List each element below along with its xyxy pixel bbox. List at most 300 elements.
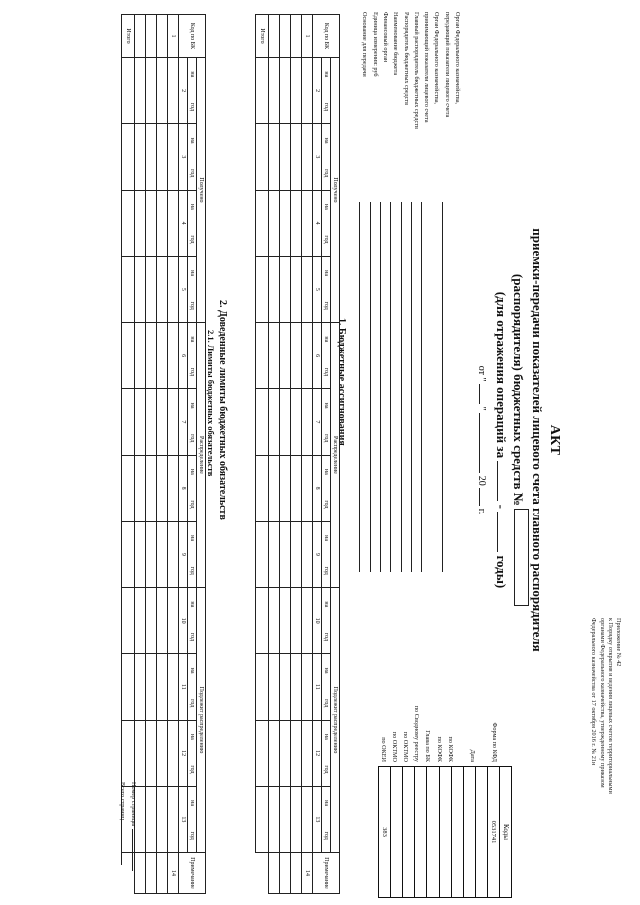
value-cell[interactable] — [291, 124, 302, 190]
na-label: на — [188, 521, 197, 554]
column-number: 5 — [313, 256, 322, 322]
code-label: по КОФК — [435, 736, 443, 762]
value-cell[interactable] — [168, 588, 179, 654]
value-cell[interactable] — [280, 521, 291, 587]
code-value-cell[interactable] — [390, 767, 402, 897]
god-label: год — [322, 223, 331, 256]
column-number: 13 — [179, 786, 188, 852]
total-value-cell[interactable] — [256, 323, 269, 389]
kbk-cell[interactable] — [269, 15, 280, 58]
date-year-suffix: г. — [476, 508, 487, 515]
column-number: 11 — [313, 654, 322, 720]
title-line — [510, 180, 529, 700]
value-cell[interactable] — [302, 190, 313, 256]
value-cell[interactable] — [146, 588, 157, 654]
document-title — [476, 180, 562, 700]
kbk-cell[interactable] — [291, 15, 302, 58]
value-cell[interactable] — [135, 58, 146, 124]
value-cell[interactable] — [291, 58, 302, 124]
value-cell[interactable] — [269, 720, 280, 786]
god-label: год — [322, 422, 331, 455]
column-number: 5 — [179, 256, 188, 322]
received-header: Получено — [331, 58, 340, 323]
distribution-header: Распределение — [197, 323, 206, 588]
field-row — [431, 12, 441, 129]
table-row — [280, 15, 291, 894]
total-value-cell[interactable] — [122, 521, 135, 587]
title-years-label: годы) — [494, 555, 509, 589]
value-cell[interactable] — [280, 786, 291, 852]
section1-title: 1. Бюджетные ассигнования — [336, 318, 347, 446]
value-cell[interactable] — [302, 323, 313, 389]
code-value-cell[interactable]: 383 — [381, 827, 389, 837]
value-cell[interactable] — [280, 720, 291, 786]
value-cell[interactable] — [302, 389, 313, 455]
value-cell[interactable] — [168, 58, 179, 124]
value-cell[interactable] — [269, 654, 280, 720]
value-cell[interactable] — [168, 124, 179, 190]
field-input-line[interactable] — [370, 202, 371, 572]
value-cell[interactable] — [146, 455, 157, 521]
note-header: Примечание — [179, 853, 206, 894]
value-cell[interactable] — [146, 654, 157, 720]
date-month-field[interactable] — [479, 413, 491, 473]
date-year-field[interactable] — [479, 488, 491, 506]
value-cell[interactable] — [157, 521, 168, 587]
column-number: 6 — [313, 323, 322, 389]
value-cell[interactable] — [157, 786, 168, 852]
column-number: 4 — [179, 190, 188, 256]
na-label: на — [322, 786, 331, 819]
na-label: на — [322, 521, 331, 554]
value-cell[interactable] — [146, 124, 157, 190]
value-cell[interactable] — [302, 786, 313, 852]
column-number: 2 — [313, 58, 322, 124]
code-label: по ОКЕИ — [380, 737, 388, 762]
god-label: год — [322, 819, 331, 852]
na-label: на — [322, 256, 331, 289]
value-cell[interactable] — [135, 190, 146, 256]
na-label: на — [322, 124, 331, 157]
total-value-cell[interactable] — [256, 58, 269, 124]
value-cell[interactable] — [302, 455, 313, 521]
na-label: на — [188, 58, 197, 91]
value-cell[interactable] — [146, 190, 157, 256]
value-cell[interactable] — [291, 654, 302, 720]
field-input-line[interactable] — [390, 202, 391, 572]
field-label: Основание для передачи — [361, 12, 369, 77]
value-cell[interactable] — [146, 58, 157, 124]
column-number: 7 — [179, 389, 188, 455]
value-cell[interactable] — [302, 256, 313, 322]
total-value-cell[interactable] — [256, 455, 269, 521]
value-cell[interactable] — [302, 588, 313, 654]
total-value-cell[interactable] — [256, 389, 269, 455]
table-row — [157, 15, 168, 894]
value-cell[interactable] — [168, 720, 179, 786]
value-cell[interactable] — [280, 256, 291, 322]
god-label: год — [188, 289, 197, 322]
code-label: по ОКТМО — [391, 731, 399, 762]
value-cell[interactable] — [269, 389, 280, 455]
kbk-cell[interactable] — [146, 15, 157, 58]
god-label: год — [188, 488, 197, 521]
value-cell[interactable] — [146, 720, 157, 786]
total-value-cell[interactable] — [122, 389, 135, 455]
value-cell[interactable] — [146, 389, 157, 455]
value-cell[interactable] — [291, 588, 302, 654]
field-input-line[interactable] — [421, 202, 422, 572]
column-number: 11 — [179, 654, 188, 720]
value-cell[interactable] — [291, 256, 302, 322]
total-label: Итого — [256, 15, 269, 58]
code-labels — [378, 634, 500, 762]
god-label: год — [322, 621, 331, 654]
na-label: на — [322, 58, 331, 91]
field-row — [441, 12, 451, 129]
field-input-line[interactable] — [401, 202, 402, 572]
code-value-cell[interactable] — [414, 767, 426, 897]
value-cell[interactable] — [157, 720, 168, 786]
value-cell[interactable] — [146, 521, 157, 587]
table-row — [302, 15, 313, 894]
value-cell[interactable] — [291, 190, 302, 256]
code-label: по КОФК — [446, 736, 454, 762]
distribution-header: Распределение — [331, 323, 340, 588]
total-value-cell[interactable] — [122, 190, 135, 256]
page-number-field[interactable] — [132, 829, 140, 871]
note-cell[interactable] — [146, 853, 157, 894]
na-label: на — [188, 256, 197, 289]
value-cell[interactable] — [280, 190, 291, 256]
table-row — [168, 15, 179, 894]
value-cell[interactable] — [135, 521, 146, 587]
header-row — [197, 15, 206, 894]
kbk-cell[interactable] — [157, 15, 168, 58]
value-cell[interactable] — [168, 256, 179, 322]
god-label: год — [188, 819, 197, 852]
column-number: 13 — [313, 786, 322, 852]
field-row — [452, 12, 462, 129]
field-input-line[interactable] — [411, 202, 412, 572]
value-cell[interactable] — [135, 455, 146, 521]
value-cell[interactable] — [269, 786, 280, 852]
column-number: 10 — [313, 588, 322, 654]
value-cell[interactable] — [291, 720, 302, 786]
field-input-line[interactable] — [359, 202, 360, 572]
received-header: Получено — [197, 58, 206, 323]
value-cell[interactable] — [168, 190, 179, 256]
kbk-header: Код по БК — [179, 15, 206, 58]
value-cell[interactable] — [291, 521, 302, 587]
na-label: на — [322, 455, 331, 488]
value-cell[interactable] — [146, 256, 157, 322]
value-cell[interactable] — [135, 323, 146, 389]
value-cell[interactable] — [157, 190, 168, 256]
value-cell[interactable] — [146, 786, 157, 852]
field-input-line[interactable] — [380, 202, 381, 572]
code-value-cell[interactable] — [451, 767, 463, 897]
total-pages-field[interactable] — [121, 823, 129, 865]
note-cell[interactable] — [269, 853, 280, 894]
value-cell[interactable] — [157, 455, 168, 521]
field-row — [359, 12, 369, 129]
na-label: на — [188, 323, 197, 356]
kbk-cell[interactable] — [135, 15, 146, 58]
total-row — [256, 15, 269, 894]
code-label: Форма по КФД — [491, 722, 498, 762]
god-label: год — [188, 753, 197, 786]
field-label: Распорядитель бюджетных средств — [402, 12, 410, 106]
kbk-cell[interactable] — [280, 15, 291, 58]
date-day-field[interactable] — [479, 384, 491, 404]
total-value-cell[interactable] — [256, 124, 269, 190]
total-row — [122, 15, 135, 894]
value-cell[interactable] — [157, 256, 168, 322]
to-distribute-header: Подлежит распределению — [331, 588, 340, 853]
total-value-cell[interactable] — [256, 654, 269, 720]
value-cell[interactable] — [269, 256, 280, 322]
note-cell: 14 — [302, 853, 313, 894]
god-label: год — [188, 157, 197, 190]
total-value-cell[interactable] — [122, 323, 135, 389]
value-cell[interactable] — [269, 521, 280, 587]
page-number-label: Номер страницы — [130, 782, 137, 827]
value-cell[interactable] — [280, 654, 291, 720]
god-label: год — [322, 687, 331, 720]
value-cell[interactable] — [135, 654, 146, 720]
value-cell[interactable] — [302, 720, 313, 786]
table-row — [269, 15, 280, 894]
na-label: на — [188, 588, 197, 621]
kbk-cell: 1 — [302, 15, 313, 58]
budget-limits-table — [121, 14, 206, 894]
god-label: год — [322, 554, 331, 587]
value-cell[interactable] — [291, 323, 302, 389]
appendix-line: Федерального казначейства от 17 октября 2016 г. № 21н — [590, 618, 598, 766]
total-spacer — [256, 853, 269, 894]
total-value-cell[interactable] — [122, 124, 135, 190]
total-value-cell[interactable] — [256, 588, 269, 654]
god-label: год — [322, 488, 331, 521]
na-label: на — [322, 654, 331, 687]
value-cell[interactable] — [168, 654, 179, 720]
column-number: 2 — [179, 58, 188, 124]
column-number: 9 — [313, 521, 322, 587]
god-label: год — [322, 289, 331, 322]
na-label: на — [188, 124, 197, 157]
value-cell[interactable] — [302, 521, 313, 587]
value-cell[interactable] — [168, 521, 179, 587]
title-period-label: (для отражения операций за — [494, 291, 509, 459]
code-label: по ОКТМО — [402, 731, 410, 762]
field-label: Орган Федерального казначейства, — [454, 12, 461, 105]
value-cell[interactable] — [168, 389, 179, 455]
value-cell[interactable] — [157, 58, 168, 124]
value-cell[interactable] — [157, 389, 168, 455]
header-row — [331, 15, 340, 894]
field-label: Главный распорядитель бюджетных средств — [412, 12, 420, 129]
total-value-cell[interactable] — [122, 256, 135, 322]
appendix-line: к Порядку открытия и ведения лицевых счетов территориальными — [606, 618, 614, 794]
appendix-line: органами Федерального казначейства, утвержденному приказом — [598, 618, 606, 788]
total-value-cell[interactable] — [122, 588, 135, 654]
na-label: на — [322, 389, 331, 422]
god-label: год — [188, 554, 197, 587]
table-row — [146, 15, 157, 894]
value-cell[interactable] — [269, 190, 280, 256]
column-number: 8 — [313, 455, 322, 521]
value-cell[interactable] — [302, 654, 313, 720]
value-cell[interactable] — [157, 124, 168, 190]
note-cell: 14 — [168, 853, 179, 894]
na-label: на — [188, 389, 197, 422]
value-cell[interactable] — [157, 588, 168, 654]
value-cell[interactable] — [269, 323, 280, 389]
total-value-cell[interactable] — [256, 521, 269, 587]
field-label: Орган Федерального казначейства, — [433, 12, 441, 105]
value-cell[interactable] — [291, 786, 302, 852]
value-cell[interactable] — [280, 588, 291, 654]
column-number: 12 — [313, 720, 322, 786]
god-label: год — [188, 91, 197, 124]
code-value-cell[interactable] — [475, 767, 487, 897]
value-cell[interactable] — [135, 389, 146, 455]
section2-subtitle: 2.1. Лимиты бюджетных обязательств — [206, 330, 216, 477]
value-cell[interactable] — [135, 720, 146, 786]
column-number: 7 — [313, 389, 322, 455]
na-label: на — [188, 786, 197, 819]
appendix-line: Приложение № 42 — [615, 618, 622, 667]
total-value-cell[interactable] — [256, 256, 269, 322]
value-cell[interactable] — [291, 389, 302, 455]
kbk-cell: 1 — [168, 15, 179, 58]
code-label: по Сводному реестру — [413, 705, 421, 762]
kbk-header: Код по БК — [313, 15, 340, 58]
god-label: год — [188, 223, 197, 256]
value-cell[interactable] — [157, 323, 168, 389]
code-value-cell[interactable] — [463, 767, 475, 897]
column-number-row — [313, 15, 322, 894]
header-row — [322, 15, 331, 894]
na-label: на — [322, 190, 331, 223]
total-value-cell[interactable] — [122, 58, 135, 124]
total-value-cell[interactable] — [122, 654, 135, 720]
value-cell[interactable] — [280, 124, 291, 190]
code-label: Дата — [468, 749, 476, 762]
field-row — [369, 12, 379, 129]
field-row — [421, 12, 431, 129]
column-number: 12 — [179, 720, 188, 786]
total-value-cell[interactable] — [122, 720, 135, 786]
value-cell[interactable] — [269, 455, 280, 521]
value-cell[interactable] — [269, 588, 280, 654]
total-value-cell[interactable] — [256, 786, 269, 852]
period-start-field[interactable] — [497, 461, 509, 501]
column-number: 8 — [179, 455, 188, 521]
column-number: 6 — [179, 323, 188, 389]
total-label: Итого — [122, 15, 135, 58]
section2-title: 2. Доведенные лимиты бюджетных обязательств — [217, 300, 228, 520]
na-label: на — [188, 455, 197, 488]
field-row — [411, 12, 421, 129]
total-value-cell[interactable] — [122, 455, 135, 521]
account-number-field[interactable] — [514, 509, 529, 606]
title-account-label: (распорядителя) бюджетных средств № — [511, 273, 526, 506]
field-input-line[interactable] — [442, 202, 443, 572]
codes-header: Коды — [499, 767, 511, 897]
value-cell[interactable] — [146, 323, 157, 389]
column-number-row — [179, 15, 188, 894]
code-value-cell[interactable] — [426, 767, 438, 897]
value-cell[interactable] — [135, 588, 146, 654]
field-label: Наименование бюджета — [392, 12, 400, 76]
total-pages-label: Всего страниц — [119, 782, 126, 821]
value-cell[interactable] — [280, 389, 291, 455]
total-value-cell[interactable] — [256, 720, 269, 786]
date-quote-open: от " — [476, 365, 487, 382]
value-cell[interactable] — [280, 58, 291, 124]
value-cell[interactable] — [291, 455, 302, 521]
code-value-cell[interactable]: 0531741 — [487, 767, 499, 897]
note-cell[interactable] — [280, 853, 291, 894]
value-cell[interactable] — [168, 455, 179, 521]
value-cell[interactable] — [269, 124, 280, 190]
god-label: год — [188, 422, 197, 455]
column-number: 4 — [313, 190, 322, 256]
value-cell[interactable] — [135, 124, 146, 190]
value-cell[interactable] — [168, 323, 179, 389]
value-cell[interactable] — [269, 58, 280, 124]
period-end-field[interactable] — [497, 512, 509, 552]
header-row — [188, 15, 197, 894]
to-distribute-header: Подлежит распределению — [197, 588, 206, 853]
god-label: год — [322, 91, 331, 124]
date-quote-close: " — [476, 406, 487, 411]
na-label: на — [322, 588, 331, 621]
field-row — [400, 12, 410, 129]
value-cell[interactable] — [280, 455, 291, 521]
god-label: год — [188, 621, 197, 654]
value-cell[interactable] — [135, 256, 146, 322]
column-number: 10 — [179, 588, 188, 654]
appendix-reference — [589, 618, 622, 878]
na-label: на — [322, 720, 331, 753]
value-cell[interactable] — [168, 786, 179, 852]
god-label: год — [188, 356, 197, 389]
god-label: год — [322, 157, 331, 190]
field-list — [359, 12, 462, 129]
field-row — [380, 12, 390, 129]
note-cell[interactable] — [291, 853, 302, 894]
code-value-cell[interactable] — [402, 767, 414, 897]
god-label: год — [322, 753, 331, 786]
field-label: Финансовый орган — [381, 12, 389, 63]
code-label — [478, 634, 489, 762]
document-date — [476, 180, 491, 700]
field-label: передающий показатели лицевого счета — [443, 12, 451, 118]
note-cell[interactable] — [157, 853, 168, 894]
code-label — [456, 634, 467, 762]
value-cell[interactable] — [302, 58, 313, 124]
value-cell[interactable] — [302, 124, 313, 190]
total-value-cell[interactable] — [256, 190, 269, 256]
value-cell[interactable] — [157, 654, 168, 720]
code-value-cell[interactable] — [439, 767, 451, 897]
column-number: 3 — [313, 124, 322, 190]
code-label: Глава по БК — [424, 730, 432, 762]
value-cell[interactable] — [280, 323, 291, 389]
